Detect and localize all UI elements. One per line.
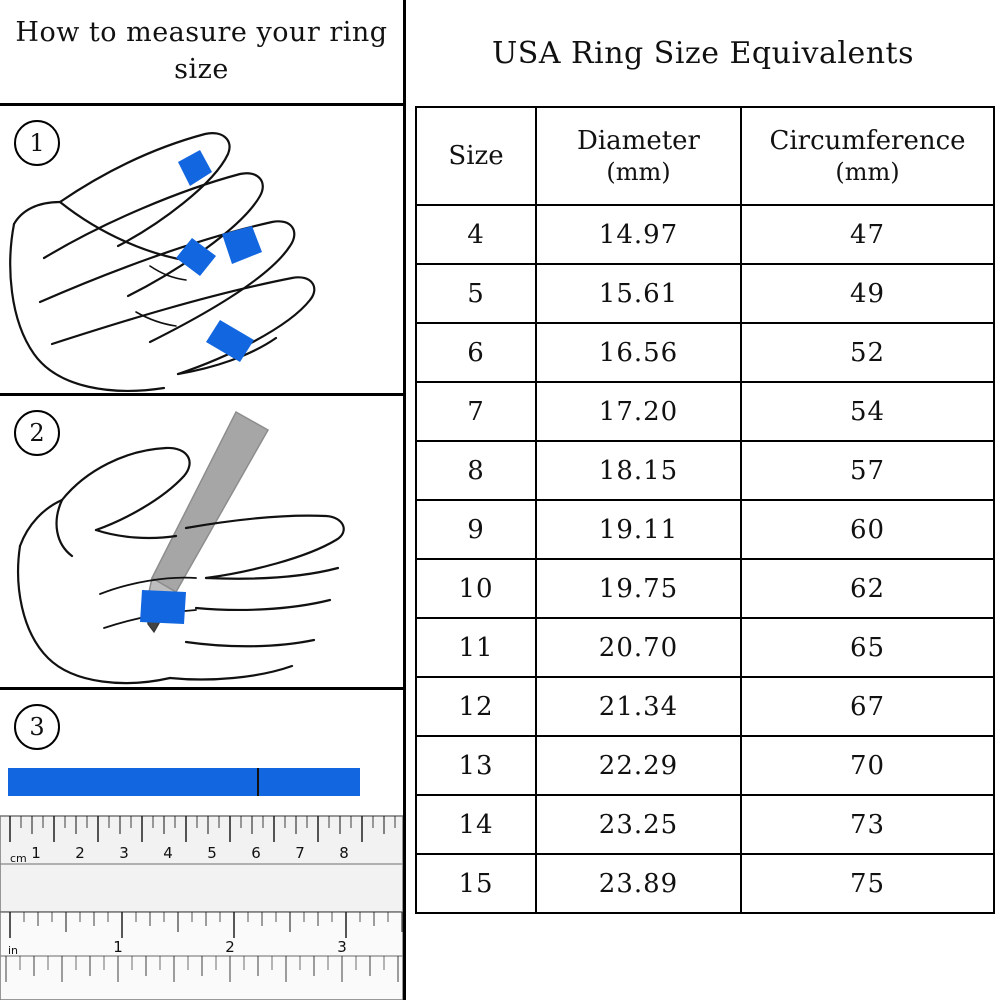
ruler-and-strip-drawing — [0, 690, 403, 1000]
cell-size: 5 — [416, 264, 536, 323]
cell-diameter: 15.61 — [536, 264, 741, 323]
cell-circumference: 52 — [741, 323, 994, 382]
table-row — [416, 854, 994, 913]
column-header-size-label: Size — [448, 140, 504, 171]
step-3-badge — [14, 704, 60, 750]
cell-circumference: 70 — [741, 736, 994, 795]
table-row — [416, 795, 994, 854]
table-row — [416, 618, 994, 677]
cell-diameter: 23.25 — [536, 795, 741, 854]
svg-text:cm: cm — [10, 852, 27, 865]
cell-circumference: 73 — [741, 795, 994, 854]
svg-text:in: in — [8, 944, 19, 957]
cell-size: 8 — [416, 441, 536, 500]
svg-text:8: 8 — [339, 844, 349, 862]
table-row — [416, 323, 994, 382]
cell-circumference: 75 — [741, 854, 994, 913]
step-1-number: 1 — [29, 129, 45, 157]
svg-text:1: 1 — [31, 844, 41, 862]
cell-diameter: 16.56 — [536, 323, 741, 382]
svg-text:7: 7 — [295, 844, 305, 862]
cell-diameter: 18.15 — [536, 441, 741, 500]
step-3-illustration — [0, 690, 403, 1000]
cell-circumference: 62 — [741, 559, 994, 618]
column-header-diameter — [536, 107, 741, 205]
table-row — [416, 677, 994, 736]
cell-size: 14 — [416, 795, 536, 854]
column-header-circumference-label: Circumference — [769, 125, 966, 156]
cell-size: 7 — [416, 382, 536, 441]
cell-size: 11 — [416, 618, 536, 677]
measured-strip — [8, 768, 360, 796]
table-row — [416, 736, 994, 795]
cell-circumference: 60 — [741, 500, 994, 559]
table-header-row — [416, 107, 994, 205]
cell-circumference: 57 — [741, 441, 994, 500]
cell-circumference: 67 — [741, 677, 994, 736]
step-1-badge — [14, 120, 60, 166]
svg-text:2: 2 — [75, 844, 85, 862]
table-row — [416, 264, 994, 323]
step-3-number: 3 — [29, 713, 45, 741]
cell-diameter: 14.97 — [536, 205, 741, 264]
cell-circumference: 65 — [741, 618, 994, 677]
cell-size: 6 — [416, 323, 536, 382]
cell-diameter: 19.11 — [536, 500, 741, 559]
cell-diameter: 21.34 — [536, 677, 741, 736]
size-table-column — [406, 0, 1000, 1000]
step-2-number: 2 — [29, 419, 45, 447]
cell-size: 10 — [416, 559, 536, 618]
cell-diameter: 20.70 — [536, 618, 741, 677]
cell-size: 13 — [416, 736, 536, 795]
column-header-circumference — [741, 107, 994, 205]
svg-text:6: 6 — [251, 844, 261, 862]
cell-diameter: 17.20 — [536, 382, 741, 441]
column-header-diameter-unit: (mm) — [606, 158, 671, 187]
table-row — [416, 205, 994, 264]
svg-text:2: 2 — [225, 938, 235, 956]
cell-circumference: 47 — [741, 205, 994, 264]
svg-text:1: 1 — [113, 938, 123, 956]
step-2-illustration — [0, 396, 403, 690]
cell-diameter: 22.29 — [536, 736, 741, 795]
table-row — [416, 441, 994, 500]
svg-text:3: 3 — [119, 844, 129, 862]
step-2-badge — [14, 410, 60, 456]
cell-size: 4 — [416, 205, 536, 264]
column-header-circumference-unit: (mm) — [835, 158, 900, 187]
svg-text:4: 4 — [163, 844, 173, 862]
cell-diameter: 19.75 — [536, 559, 741, 618]
cell-size: 15 — [416, 854, 536, 913]
cell-circumference: 54 — [741, 382, 994, 441]
table-row — [416, 382, 994, 441]
step-1-illustration — [0, 106, 403, 396]
svg-text:3: 3 — [337, 938, 347, 956]
column-header-diameter-label: Diameter — [577, 125, 700, 156]
cell-diameter: 23.89 — [536, 854, 741, 913]
paper-strip-blue — [140, 590, 186, 624]
instructions-title-text: How to measure your ring size — [15, 17, 388, 85]
instructions-title — [0, 0, 403, 106]
column-header-size — [416, 107, 536, 205]
cell-circumference: 49 — [741, 264, 994, 323]
cell-size: 12 — [416, 677, 536, 736]
cell-size: 9 — [416, 500, 536, 559]
svg-text:5: 5 — [207, 844, 217, 862]
table-title — [406, 0, 1000, 106]
instructions-column — [0, 0, 406, 1000]
table-title-text: USA Ring Size Equivalents — [492, 35, 914, 71]
hand-and-pen-drawing — [0, 396, 403, 690]
strip-overlay — [0, 106, 403, 396]
table-row — [416, 500, 994, 559]
ring-size-table — [415, 106, 995, 914]
table-row — [416, 559, 994, 618]
